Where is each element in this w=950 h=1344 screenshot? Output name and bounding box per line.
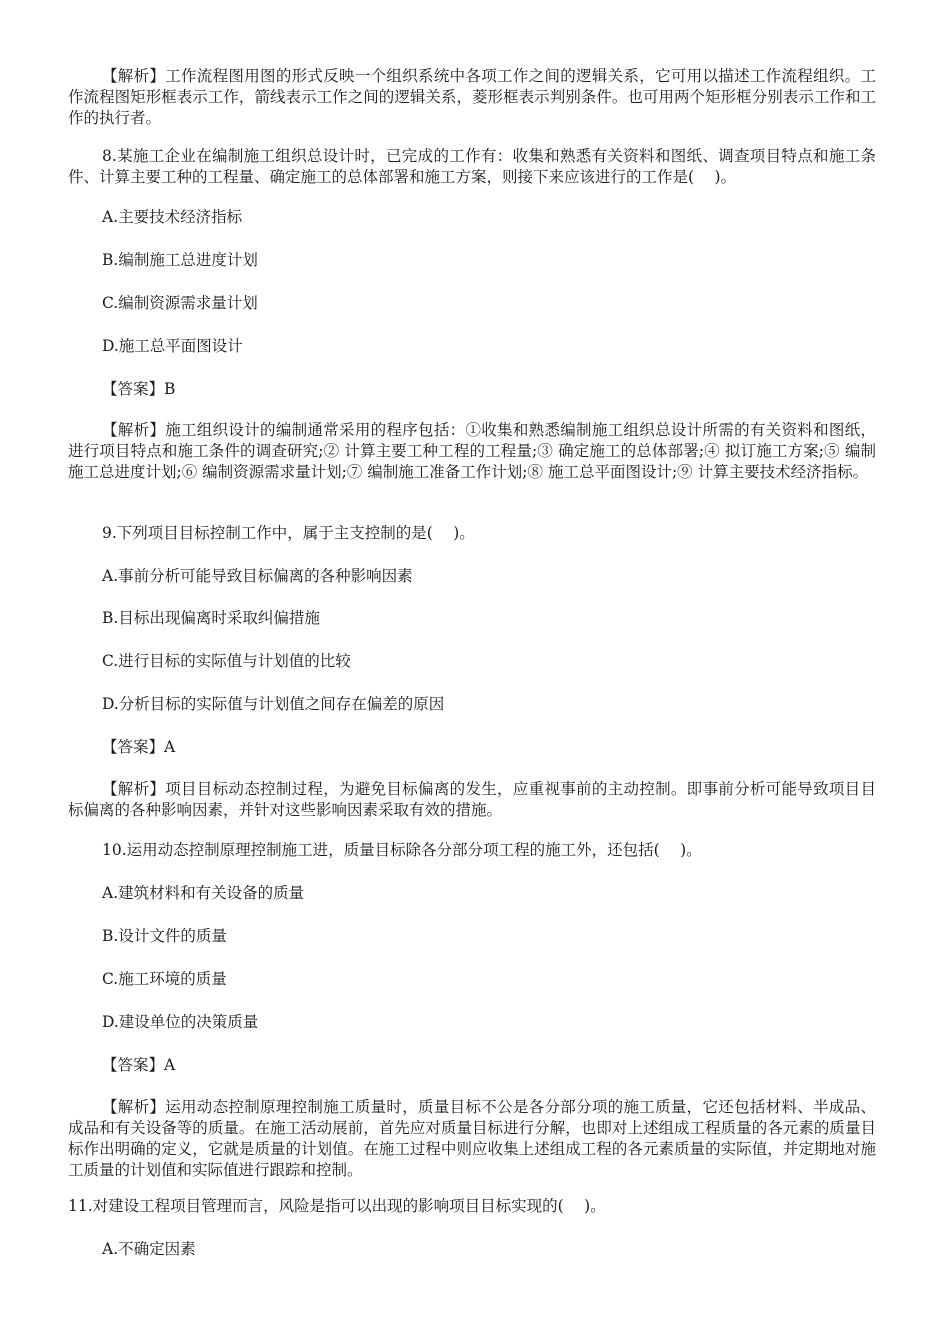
q8-option-d: D.施工总平面图设计 — [102, 337, 243, 355]
q10-answer: 【答案】A — [102, 1056, 176, 1074]
q9-explanation: 【解析】项目目标动态控制过程，为避免目标偏离的发生，应重视事前的主动控制。即事前分析可能导致项目目标偏离的各种影响因素，并针对这些影响因素采取有效的措施。 — [68, 780, 876, 819]
q9-answer: 【答案】A — [102, 738, 176, 756]
q9-question: 9.下列项目目标控制工作中，属于主支控制的是( )。 — [102, 524, 475, 542]
q8-option-c: C.编制资源需求量计划 — [102, 294, 258, 312]
q9-option-a: A.事前分析可能导致目标偏离的各种影响因素 — [102, 567, 413, 585]
q8-answer: 【答案】B — [102, 380, 176, 398]
q7-explanation: 【解析】工作流程图用图的形式反映一个组织系统中各项工作之间的逻辑关系，它可用以描述工作流程组织。工作流程图矩形框表示工作，箭线表示工作之间的逻辑关系，菱形框表示判别条件。也可用两个矩形框分别表示工作和工作的执行者。 — [68, 67, 876, 127]
q10-option-b: B.设计文件的质量 — [102, 927, 227, 945]
q9-option-c: C.进行目标的实际值与计划值的比较 — [102, 652, 351, 670]
q10-question: 10.运用动态控制原理控制施工进，质量目标除各分部分项工程的施工外，还包括( )。 — [102, 841, 702, 859]
q9-option-d: D.分析目标的实际值与计划值之间存在偏差的原因 — [102, 695, 445, 713]
q11-option-a: A.不确定因素 — [102, 1240, 196, 1258]
q11-question: 11.对建设工程项目管理而言，风险是指可以出现的影响项目目标实现的( )。 — [68, 1197, 606, 1215]
q10-option-c: C.施工环境的质量 — [102, 970, 227, 988]
q8-question: 8.某施工企业在编制施工组织总设计时，已完成的工作有：收集和熟悉有关资料和图纸、调查项目特点和施工条件、计算主要工种的工程量、确定施工的总体部署和施工方案，则接下来应该进行的工作是( )。 — [68, 147, 876, 186]
q10-option-d: D.建设单位的决策质量 — [102, 1013, 259, 1031]
q10-option-a: A.建筑材料和有关设备的质量 — [102, 884, 305, 902]
q9-option-b: B.目标出现偏离时采取纠偏措施 — [102, 609, 320, 627]
q10-explanation: 【解析】运用动态控制原理控制施工质量时，质量目标不公是各分部分项的施工质量，它还包括材料、半成品、成品和有关设备等的质量。在施工活动展前，首先应对质量目标进行分解，也即对上述组成工程质量的各元素的质量目标作出明确的定义，它就是质量的计划值。在施工过程中则应收集上述组成工程的各元素质量的实际值，并定期地对施工质量的计划值和实际值进行跟踪和控制。 — [68, 1098, 876, 1179]
q8-option-b: B.编制施工总进度计划 — [102, 251, 258, 269]
q8-option-a: A.主要技术经济指标 — [102, 208, 243, 226]
q8-explanation: 【解析】施工组织设计的编制通常采用的程序包括：①收集和熟悉编制施工组织总设计所需的有关资料和图纸，进行项目特点和施工条件的调查研究;② 计算主要工种工程的工程量;③ 确定施工的总体部署;④ 拟订施工方案;⑤ 编制施工总进度计划;⑥ 编制资源需求量计划;⑦ 编制施工准备工作计划;⑧ 施工总平面图设计;⑨ 计算主要技术经济指标。 — [68, 421, 876, 481]
